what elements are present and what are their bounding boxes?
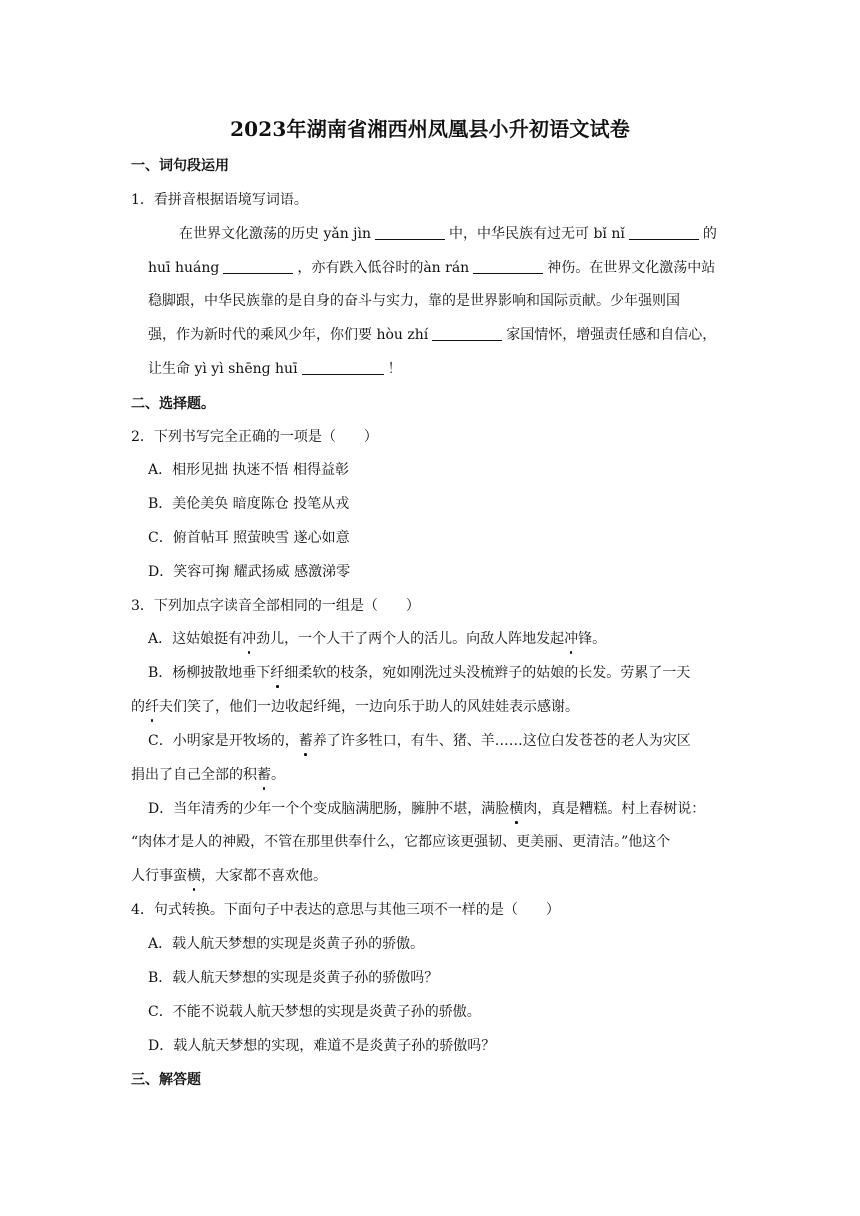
option-text: ，大家都不喜欢他。 xyxy=(201,868,327,884)
question-4-option-c: C．不能不说载人航天梦想的实现是炎黄子孙的骄傲。 xyxy=(148,1004,481,1020)
question-4-option-b: B．载人航天梦想的实现是炎黄子孙的骄傲吗？ xyxy=(148,970,439,986)
dotted-char: 横 xyxy=(187,868,201,884)
question-1-line-5 xyxy=(148,359,402,379)
option-text: 劲儿，一个人干了两个人的活儿。向敌人阵地发起 xyxy=(256,631,565,647)
dotted-char: 横 xyxy=(509,801,524,817)
question-4-option-a: A．载人航天梦想的实现是炎黄子孙的骄傲。 xyxy=(148,936,425,952)
question-3-option-c-line-1 xyxy=(148,731,691,751)
answer-blank-2[interactable] xyxy=(629,225,699,240)
option-text: 人行事蛮 xyxy=(131,868,187,884)
section-heading-3: 三、解答题 xyxy=(131,1072,201,1088)
question-1-line-3: 稳脚跟，中华民族靠的是自身的奋斗与实力，靠的是世界影响和国际贡献。少年强则国 xyxy=(148,293,680,309)
question-1-text: 强，作为新时代的乘风少年，你们要 hòu zhí xyxy=(148,327,429,343)
question-1-line-4 xyxy=(148,325,716,345)
option-text: 锋。 xyxy=(578,631,607,647)
question-2-option-c: C．俯首帖耳 照萤映雪 遂心如意 xyxy=(148,530,350,546)
option-text: 捐出了自己全部的积 xyxy=(131,767,257,783)
question-3-option-c-line-2 xyxy=(131,765,285,785)
question-2-option-a: A．相形见拙 执迷不悟 相得益彰 xyxy=(148,462,350,478)
answer-blank-3[interactable] xyxy=(223,259,293,274)
dotted-char: 蓄 xyxy=(298,733,313,749)
answer-blank-5[interactable] xyxy=(432,326,502,341)
question-2-option-d: D．笑容可掬 耀武扬威 感激涕零 xyxy=(148,564,351,580)
question-3-option-d-line-3 xyxy=(131,866,327,886)
question-1-text: 家国情怀，增强责任感和自信心， xyxy=(506,327,717,343)
option-text: 的 xyxy=(131,699,145,715)
question-1-text: huī huáng xyxy=(148,260,220,276)
section-heading-1: 一、词句段运用 xyxy=(131,158,229,174)
question-1-text: ，亦有跌入低谷时的àn rán xyxy=(297,260,470,276)
question-1-line-1 xyxy=(179,224,717,244)
option-text: A．这姑娘挺有 xyxy=(148,631,243,647)
option-text: 养了许多牲口，有牛、猪、羊……这位白发苍苍的老人为灾区 xyxy=(312,733,691,749)
option-text: 肉，真是糟糕。村上春树说： xyxy=(523,801,706,817)
question-1-text: 让生命 yì yì shēnɡ huī xyxy=(148,361,298,377)
question-1-text: 中，中华民族有过无可 bǐ nǐ xyxy=(449,226,625,242)
dotted-char: 冲 xyxy=(242,631,257,647)
question-4-stem: 4．句式转换。下面句子中表达的意思与其他三项不一样的是（ ） xyxy=(131,902,560,918)
question-3-option-d-line-2: “肉体才是人的神殿，不管在那里供奉什么，它都应该更强韧、更美丽、更清洁。”他这个 xyxy=(131,834,671,850)
question-4-option-d: D．载人航天梦想的实现，难道不是炎黄子孙的骄傲吗？ xyxy=(148,1038,496,1054)
option-text: C．小明家是开牧场的， xyxy=(148,733,299,749)
question-1-text: 神伤。在世界文化激荡中站 xyxy=(547,260,716,276)
option-text: B．杨柳披散地垂下 xyxy=(148,665,271,681)
question-1-text: 在世界文化激荡的历史 yǎn jìn xyxy=(179,226,372,242)
question-3-option-b-line-1 xyxy=(148,663,690,683)
dotted-char: 纤 xyxy=(145,699,159,715)
dotted-char: 纤 xyxy=(270,665,285,681)
question-1-line-2 xyxy=(148,258,715,278)
question-2-stem: 2．下列书写完全正确的一项是（ ） xyxy=(131,429,378,445)
exam-title: 2023年湖南省湘西州凤凰县小升初语文试卷 xyxy=(230,117,630,141)
answer-blank-1[interactable] xyxy=(375,225,445,240)
option-text: 。 xyxy=(271,767,285,783)
option-text: 夫们笑了，他们一边收起纤绳，一边向乐于助人的风娃娃表示感谢。 xyxy=(159,699,579,715)
answer-blank-4[interactable] xyxy=(473,259,543,274)
option-text: D．当年清秀的少年一个个变成脑满肥肠，臃肿不堪，满脸 xyxy=(148,801,510,817)
section-heading-2: 二、选择题。 xyxy=(131,396,215,412)
question-1-text: 的 xyxy=(702,226,717,242)
question-3-stem: 3．下列加点字读音全部相同的一组是（ ） xyxy=(131,598,420,614)
question-3-option-b-line-2 xyxy=(131,697,579,717)
question-3-option-a xyxy=(148,629,606,649)
question-1-text: ！ xyxy=(387,361,402,377)
question-1-stem: 1．看拼音根据语境写词语。 xyxy=(131,192,308,208)
option-text: 细柔软的枝条，宛如刚洗过头没梳辫子的姑娘的长发。劳累了一天 xyxy=(284,665,691,681)
question-3-option-d-line-1 xyxy=(148,799,705,819)
dotted-char: 冲 xyxy=(564,631,579,647)
question-2-option-b: B．美伦美奂 暗度陈仓 投笔从戎 xyxy=(148,496,350,512)
answer-blank-6[interactable] xyxy=(302,360,384,375)
dotted-char: 蓄 xyxy=(257,767,271,783)
